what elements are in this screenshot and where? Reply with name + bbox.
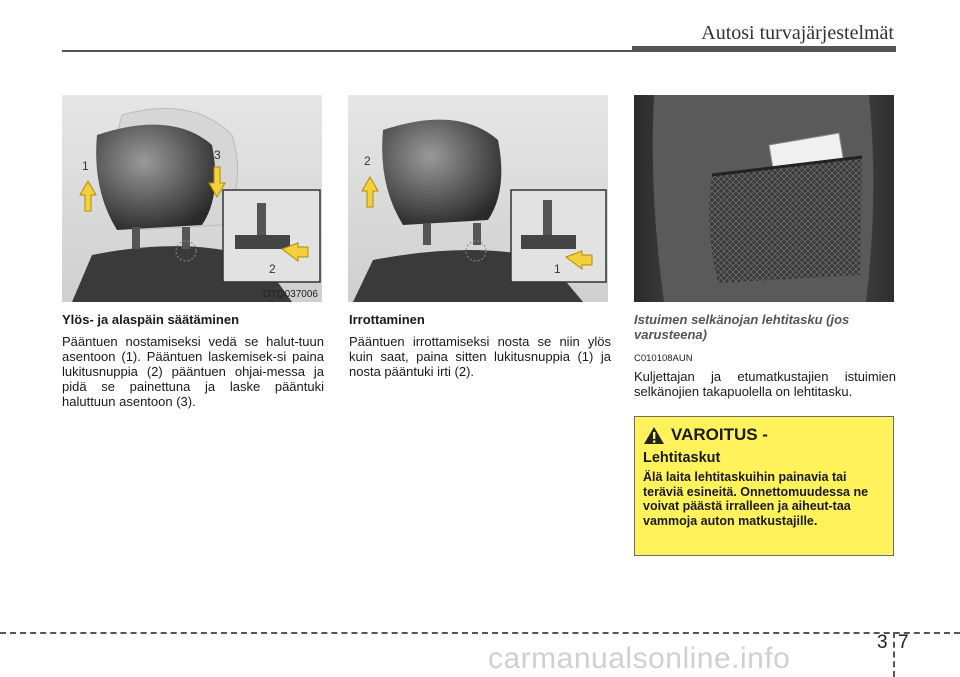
warning-subtitle: Lehtitaskut: [643, 450, 721, 466]
marker-1: 1: [82, 159, 89, 173]
marker-1: 1: [554, 262, 561, 276]
header-rule-thin: [62, 50, 632, 52]
chapter-number: 3: [877, 632, 888, 653]
warning-title: VAROITUS -: [671, 425, 768, 444]
section-code: C010108AUN: [634, 353, 693, 364]
marker-3: 3: [214, 148, 221, 162]
page-number: 7: [898, 632, 909, 653]
column-removal: [349, 312, 611, 379]
section-body: Kuljettajan ja etumatkustajien istuimien selkänojien takapuolella on lehtitasku.: [634, 369, 896, 399]
section-heading: Irrottaminen: [349, 312, 425, 327]
watermark: carmanualsonline.info: [488, 642, 791, 675]
section-heading: Istuimen selkänojan lehtitasku (jos varusteena): [634, 312, 850, 342]
warning-triangle-icon: [643, 426, 665, 445]
figure-headrest-removal: [348, 95, 608, 302]
figure-headrest-adjust: [62, 95, 322, 302]
header-rule-thick: [632, 46, 896, 52]
figure-code: OTQ037006: [262, 289, 318, 300]
section-body: Pääntuen irrottamiseksi nosta se niin ylös kuin saat, paina sitten lukitusnuppia (1) ja nosta pääntuki irti (2).: [349, 334, 611, 379]
footer-rule: [0, 632, 960, 634]
marker-2: 2: [364, 154, 371, 168]
section-heading: Ylös- ja alaspäin säätäminen: [62, 312, 240, 327]
section-body: Pääntuen nostamiseksi vedä se halut-tuun asentoon (1). Pääntuen laskemisek-si paina lukitusnuppia (2) pääntuen ohjai-messa ja pidä se painettuna ja laske pääntuki haluttuun asentoon (3).: [62, 334, 324, 409]
page-number-separator: [893, 632, 895, 677]
column-adjust: [62, 312, 324, 409]
warning-box: [634, 416, 894, 556]
warning-text: Älä laita lehtitaskuihin painavia tai teräviä esineitä. Onnettomuudessa ne voivat päästä irralleen ja aiheut-taa vammoja auton matkustajille.: [643, 470, 869, 528]
marker-2: 2: [269, 262, 276, 276]
column-pocket: [634, 312, 896, 399]
page-header-title: Autosi turvajärjestelmät: [701, 22, 894, 44]
figure-seatback-pocket: [634, 95, 894, 302]
